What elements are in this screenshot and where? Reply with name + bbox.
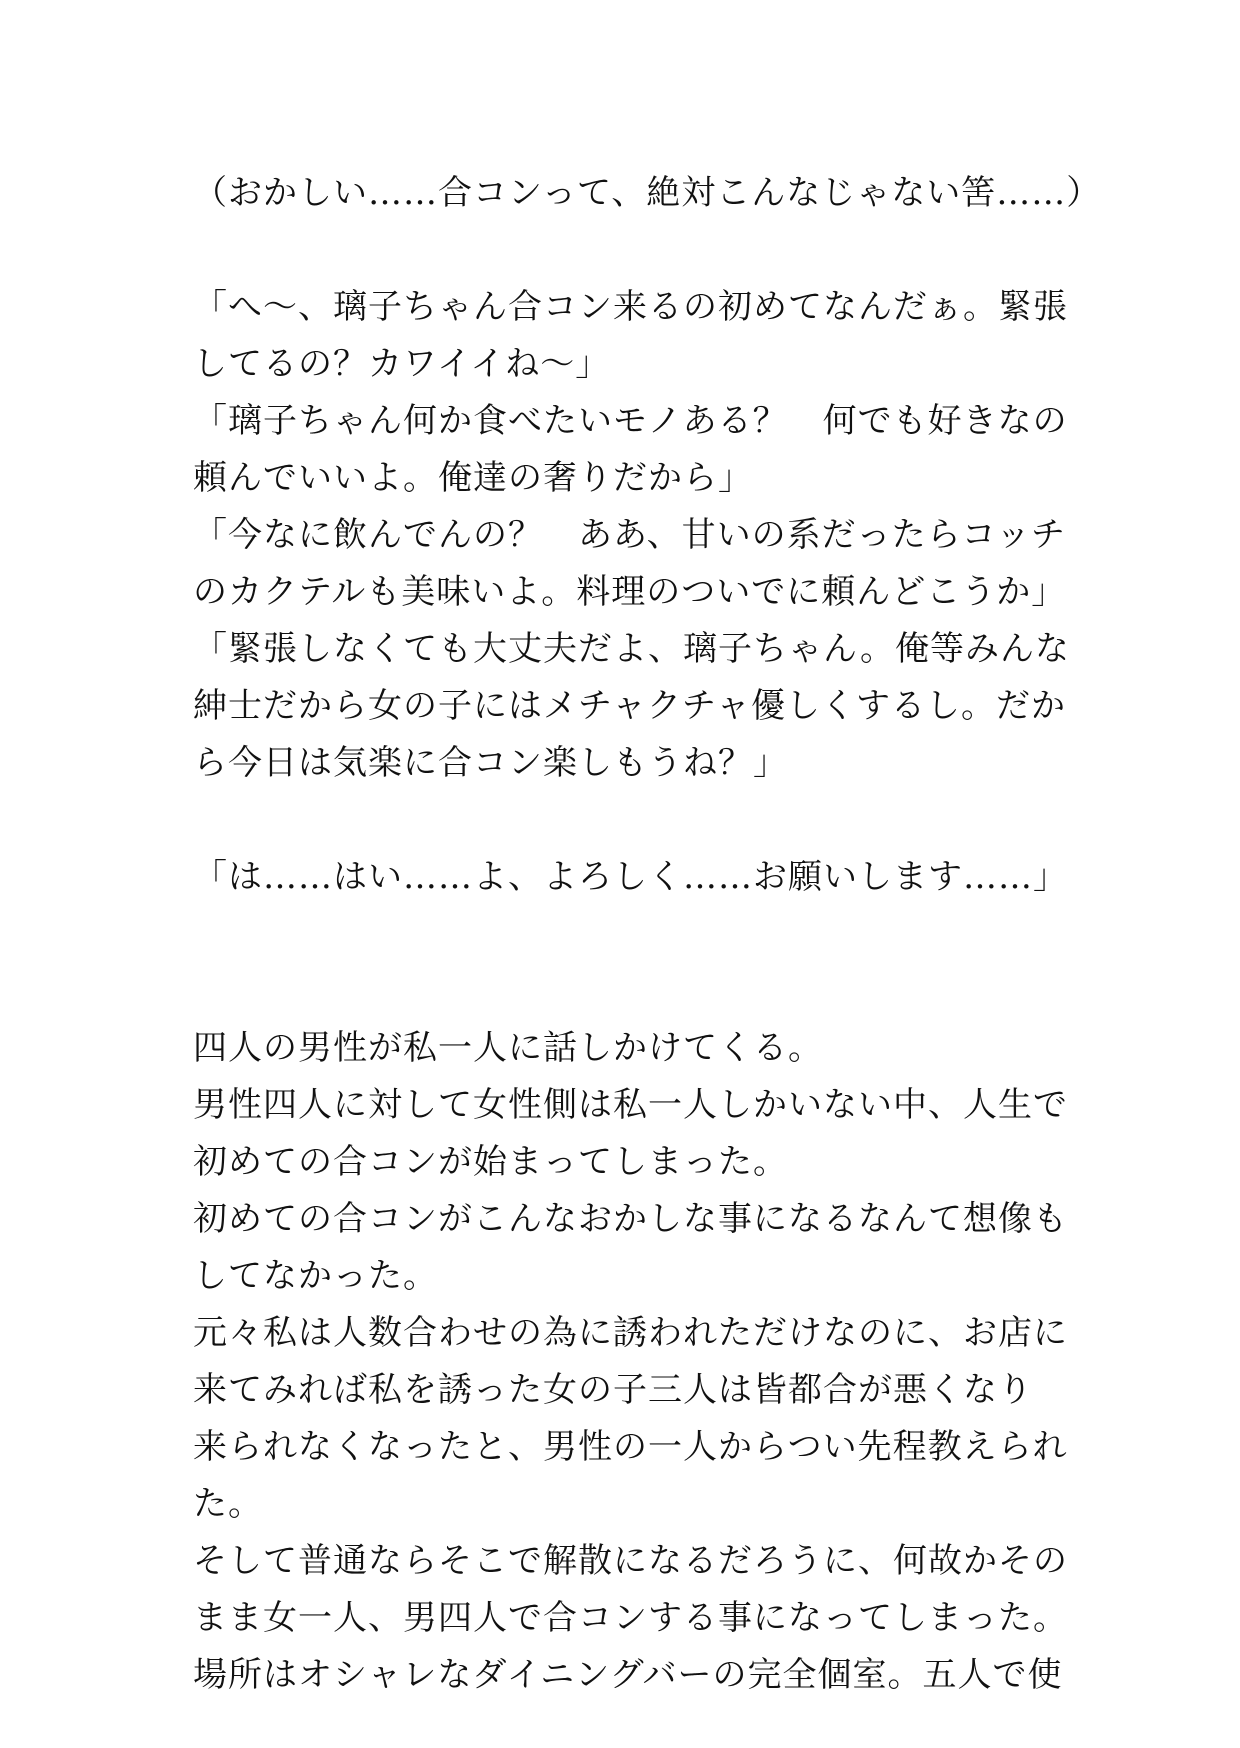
text-line: 場所はオシャレなダイニングバーの完全個室。五人で使 [193, 1655, 1063, 1695]
text-line: 「緊張しなくても大丈夫だよ、璃子ちゃん。俺等みんな [193, 629, 1071, 669]
text-line: 「は……はい……よ、よろしく……お願いします……」 [193, 857, 1068, 897]
text-line: た。 [193, 1484, 263, 1524]
text-line: 「今なに飲んでんの？ ああ、甘いの系だったらコッチ [193, 515, 1066, 555]
blank-line [193, 906, 1073, 963]
text-line: 初めての合コンがこんなおかしな事になるなんて想像も [193, 1199, 1068, 1239]
text-line: まま女一人、男四人で合コンする事になってしまった。 [193, 1598, 1068, 1638]
text-line: 「璃子ちゃん何か食べたいモノある？ 何でも好きなの [193, 401, 1068, 441]
text-line: 四人の男性が私一人に話しかけてくる。 [193, 1028, 823, 1068]
blank-line [193, 963, 1073, 1020]
text-line: 頼んでいいよ。俺達の奢りだから」 [193, 458, 753, 498]
text-line: してなかった。 [193, 1256, 438, 1296]
body-text [193, 165, 1102, 1704]
text-line: のカクテルも美味いよ。料理のついでに頼んどこうか」 [193, 572, 1067, 612]
text-line: 来られなくなったと、男性の一人からつい先程教えられ [193, 1427, 1068, 1467]
text-line: してるの？カワイイね〜」 [193, 344, 611, 384]
text-line: 元々私は人数合わせの為に誘われただけなのに、お店に [193, 1313, 1068, 1353]
text-line: 来てみれば私を誘った女の子三人は皆都合が悪くなり [193, 1370, 1033, 1410]
text-line: 男性四人に対して女性側は私一人しかいない中、人生で [193, 1085, 1068, 1125]
text-line: 「へ〜、璃子ちゃん合コン来るの初めてなんだぁ。緊張 [193, 287, 1068, 327]
blank-line [193, 222, 1073, 279]
blank-line [193, 792, 1073, 849]
text-line: 紳士だから女の子にはメチャクチャ優しくするし。だか [193, 686, 1066, 726]
text-line: 初めての合コンが始まってしまった。 [193, 1142, 788, 1182]
text-line: （おかしい……合コンって、絶対こんなじゃない筈……） [193, 173, 1102, 213]
text-line: そして普通ならそこで解散になるだろうに、何故かその [193, 1541, 1068, 1581]
text-line: ら今日は気楽に合コン楽しもうね？」 [193, 743, 788, 783]
